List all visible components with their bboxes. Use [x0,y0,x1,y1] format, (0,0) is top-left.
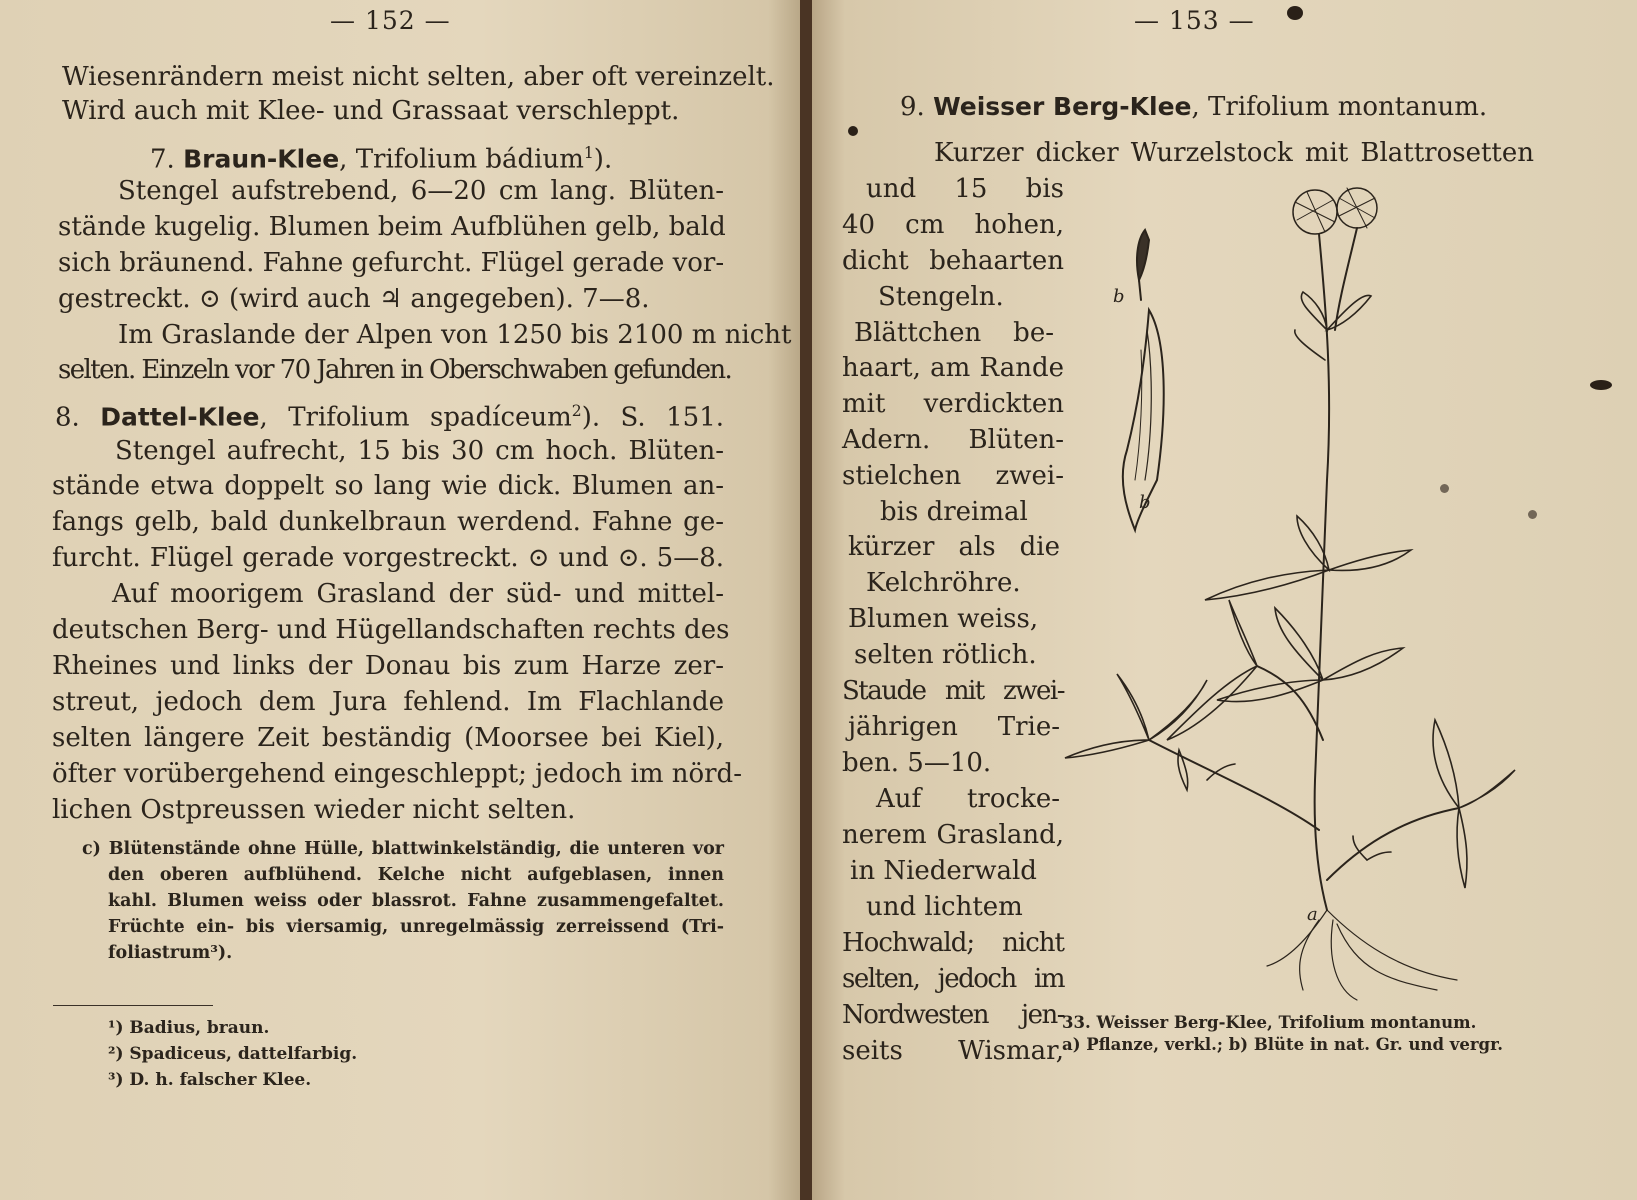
text-line: ben. 5—10. [842,748,992,778]
figure-caption-line1: 33. Weisser Berg-Klee, Trifolium montanum. [1062,1013,1477,1032]
footnote: ²) Spadiceus, dattelfarbig. [108,1044,358,1064]
footnote: ¹) Badius, braun. [108,1018,270,1038]
text-line: Staude mit zwei- [842,676,1064,706]
text-line: haart, am Rande [842,353,1064,383]
book-gutter [800,0,812,1200]
text-line: Hochwald; nicht [842,928,1064,958]
footnote-rule [53,1005,213,1006]
text-line: Kelchröhre. [866,568,1021,598]
species-latin: , Trifolium montanum. [1191,92,1488,122]
heading-end: ). [593,144,613,175]
paper-speck [1287,6,1303,20]
text-line: selten längere Zeit beständig (Moorsee bei Kiel), [52,723,724,753]
species-heading-8 [55,396,724,433]
trifolium-montanum-illustration [1057,180,1527,1040]
text-line: Auf moorigem Grasland der süd- und mittel- [112,579,724,609]
text-line: bis dreimal [880,497,1028,527]
key-line: c) Blütenstände ohne Hülle, blattwinkelständig, die unteren vor [82,839,724,859]
text-line: stände kugelig. Blumen beim Aufblühen gelb, bald [58,212,726,242]
text-line: Auf trocke- [876,784,1060,814]
text-line: streut, jedoch dem Jura fehlend. Im Flachlande [52,687,724,717]
text-line: seits Wismar, [842,1036,1064,1066]
species-latin: , Trifolium spadíceum [259,402,572,433]
text-line: lichen Ostpreussen wieder nicht selten. [52,795,576,825]
text-line: selten, jedoch im [842,964,1064,994]
text-line: jährigen Trie- [848,712,1060,742]
species-name: Weisser Berg-Klee [933,92,1192,121]
left-page [0,0,800,1200]
text-line: stände etwa doppelt so lang wie dick. Blumen an- [52,471,724,501]
species-name: Braun-Klee [183,144,340,174]
page-number: — 152 — [330,6,451,35]
text-line: Stengel aufstrebend, 6—20 cm lang. Blüten- [118,176,724,206]
paper-speck [1590,380,1612,390]
text-line: Wiesenrändern meist nicht selten, aber oft vereinzelt. [62,62,775,92]
text-line: öfter vorübergehend eingeschleppt; jedoch im nörd- [52,759,742,789]
page-number: — 153 — [1134,6,1255,35]
footnote-mark: 1 [583,144,594,162]
text-line: und 15 bis [866,174,1064,204]
footnote: ³) D. h. falscher Klee. [108,1070,312,1090]
text-line: Wird auch mit Klee- und Grassaat verschleppt. [62,96,680,126]
text-line: dicht behaarten [842,246,1064,276]
species-heading-7 [150,138,612,175]
text-line: Im Graslande der Alpen von 1250 bis 2100 m nicht [118,320,792,350]
text-line: Adern. Blüten- [842,425,1064,455]
species-number: 7. [150,144,175,175]
species-name: Dattel-Klee [100,402,260,432]
text-line: nerem Grasland, [842,820,1064,850]
text-line: Stengeln. [878,282,1004,312]
species-heading-9 [900,92,1487,122]
figure-label-b-top: b [1113,286,1125,307]
text-line: und lichtem [866,892,1023,922]
heading-end: ). S. 151. [581,402,724,433]
text-line: mit verdickten [842,389,1064,419]
key-line: foliastrum³). [108,943,233,963]
text-line: gestreckt. ⊙ (wird auch ♃ angegeben). 7—8. [58,284,650,314]
text-line: furcht. Flügel gerade vorgestreckt. ⊙ und ⊙. 5—8. [52,543,724,573]
figure-label-a: a [1307,904,1318,925]
text-line: kürzer als die [848,532,1060,562]
text-line: Nordwesten jen- [842,1000,1064,1030]
key-line: den oberen aufblühend. Kelche nicht aufgeblasen, innen [108,865,724,885]
paper-speck [1528,510,1537,519]
species-number: 8. [55,402,80,433]
text-line: Rheines und links der Donau bis zum Harze zer- [52,651,724,681]
text-line: deutschen Berg- und Hügellandschaften rechts des [52,615,730,645]
text-line: Blumen weiss, [848,604,1039,634]
species-latin: , Trifolium bádium [339,144,584,175]
text-line: in Niederwald [850,856,1037,886]
right-page [812,0,1637,1200]
key-line: Früchte ein- bis viersamig, unregelmässig zerreissend (Tri- [108,917,724,937]
text-line: selten rötlich. [854,640,1037,670]
figure-label-b-bottom: b [1139,492,1151,513]
text-line: Blättchen be- [854,318,1054,348]
figure-caption-line2: a) Pflanze, verkl.; b) Blüte in nat. Gr. und vergr. [1062,1035,1503,1054]
text-line: selten. Einzeln vor 70 Jahren in Oberschwaben gefunden. [58,355,732,385]
text-line: stielchen zwei- [842,461,1064,491]
key-line: kahl. Blumen weiss oder blassrot. Fahne zusammengefaltet. [108,891,724,911]
text-line: Stengel aufrecht, 15 bis 30 cm hoch. Blüten- [115,436,724,466]
text-line: sich bräunend. Fahne gefurcht. Flügel gerade vor- [58,248,725,278]
footnote-mark: 2 [571,402,582,420]
paper-speck [1440,484,1449,493]
text-line: fangs gelb, bald dunkelbraun werdend. Fahne ge- [52,507,724,537]
species-number: 9. [900,92,925,122]
text-line: Kurzer dicker Wurzelstock mit Blattrosetten [934,138,1534,168]
paper-speck [848,126,858,136]
text-line: 40 cm hohen, [842,210,1064,240]
